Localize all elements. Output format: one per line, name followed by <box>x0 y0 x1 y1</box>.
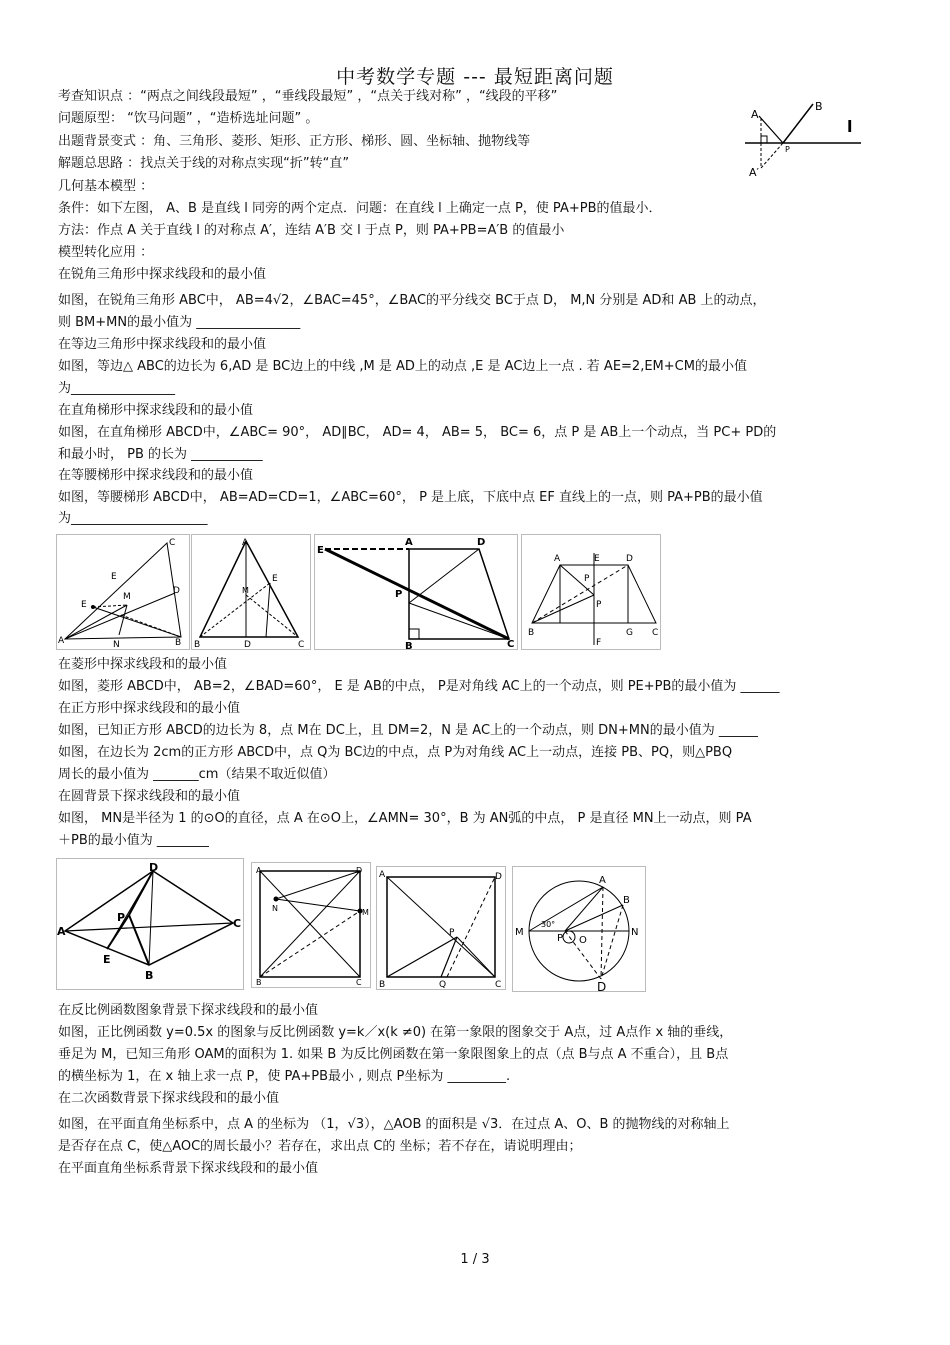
fig4-label: A <box>554 554 561 564</box>
fig4-label: F <box>596 638 602 648</box>
text-line: 解题总思路 ：找点关于线的对称点实现“折”转“直” <box>58 156 350 171</box>
text-line: 为_____________________ <box>58 511 208 526</box>
text-line: 如图，菱形 ABCD中， AB=2，∠BAD=60°， E 是 AB的中点， P是对角线 AC上的一个动点，则 PE+PB的最小值为 ______ <box>58 679 780 694</box>
text-line: 如图，在直角梯形 ABCD中，∠ABC= 90°， AD∥BC， AD= 4， AB= 5， BC= 6，点 P 是 AB上一个动点，当 PC+ PD的 <box>58 425 777 440</box>
text-line: 如图，等腰梯形 ABCD中， AB=AD=CD=1，∠ABC=60°， P 是上底，下底中点 EF 直线上的一点，则 PA+PB的最小值 <box>58 490 763 505</box>
text-line: 如图，等边△ ABC的边长为 6,AD 是 BC边上的中线 ,M 是 AD上的动点 ,E 是 AC边上一点 . 若 AE=2,EM+CM的最小值 <box>58 359 747 374</box>
model-label: A′ <box>749 166 760 178</box>
fig7-label: D <box>495 872 502 882</box>
fig5-label: P <box>117 911 126 924</box>
text-line: 在直角梯形中探求线段和的最小值 <box>58 403 254 418</box>
fig3-label: E <box>317 545 324 556</box>
fig7-label: A <box>379 870 386 880</box>
text-line: 如图，在边长为 2cm的正方形 ABCD中，点 Q为 BC边的中点，点 P为对角线 AC上一动点，连接 PB、PQ，则△PBQ <box>58 745 733 760</box>
acute-triangle-figure <box>56 534 190 650</box>
square-figure-1 <box>251 862 371 988</box>
fig2-label: E <box>272 574 278 584</box>
fig8-label: P <box>557 933 564 944</box>
text-line: 问题原型： “饮马问题” ，“造桥选址问题” 。 <box>58 111 319 126</box>
text-line: 如图，在锐角三角形 ABC中， AB=4√2，∠BAC=45°，∠BAC的平分线交 BC于点 D， M,N 分别是 AD和 AB 上的动点， <box>58 293 766 308</box>
text-line: 和最小时， PB 的长为 ___________ <box>58 447 263 462</box>
square-figure-2 <box>376 866 506 990</box>
fig8-label: N <box>631 927 639 938</box>
fig3-label: A <box>405 537 413 548</box>
equilateral-triangle-figure <box>191 534 311 650</box>
text-line: 在正方形中探求线段和的最小值 <box>58 701 241 716</box>
text-line: 如图，已知正方形 ABCD的边长为 8，点 M在 DC上，且 DM=2，N 是 AC上的一个动点，则 DN+MN的最小值为 ______ <box>58 723 758 738</box>
fig5-label: B <box>145 969 154 982</box>
fig4-label: C <box>652 628 659 638</box>
fig4-label: D <box>626 554 633 564</box>
fig8-label: B <box>623 895 630 906</box>
isosceles-trapezoid-figure <box>521 534 661 650</box>
text-line: 在等腰梯形中探求线段和的最小值 <box>58 468 254 483</box>
fig8-label: A <box>599 875 606 886</box>
fig3-label: B <box>405 641 413 649</box>
fig4-label: P <box>584 574 590 584</box>
model-label: A <box>751 108 759 121</box>
model-label: B <box>815 100 823 113</box>
text-line: 是否存在点 C，使△AOC的周长最小？若存在，求出点 C的 坐标；若不存在，请说明理由； <box>58 1139 582 1154</box>
circle-figure <box>512 866 646 992</box>
fig8-label: O <box>579 935 587 946</box>
fig1-label: N <box>113 640 120 649</box>
fig1-label: M <box>123 592 131 602</box>
fig3-label: D <box>477 537 486 548</box>
fig1-label: E <box>81 600 87 610</box>
text-line: 出题背景变式 ：角、三角形、菱形、矩形、正方形、梯形、圆、坐标轴、抛物线等 <box>58 134 531 149</box>
fig4-label: B <box>528 628 535 638</box>
text-line: 模型转化应用 ： <box>58 245 154 260</box>
model-label: l <box>847 117 853 136</box>
text-line: 如图，在平面直角坐标系中，点 A 的坐标为 （1，√3），△AOB 的面积是 √3．在过点 A、O、B 的抛物线的对称轴上 <box>58 1117 730 1132</box>
text-line: 考查知识点 ：“两点之间线段最短” ，“垂线段最短” ，“点关于线对称” ，“线段的平移” <box>58 89 558 104</box>
fig8-label: D <box>597 980 607 991</box>
text-line: 为________________ <box>58 381 176 396</box>
fig5-label: D <box>149 861 159 874</box>
text-line: 条件：如下左图， A、B 是直线 l 同旁的两个定点．问题：在直线 l 上确定一点 P，使 PA+PB的值最小． <box>58 201 662 216</box>
fig2-label: D <box>244 640 251 649</box>
fig7-label: B <box>379 980 386 989</box>
fig3-label: P <box>395 589 403 600</box>
fig2-label: M <box>242 586 249 595</box>
fig4-label: G <box>626 628 633 638</box>
text-line: 的横坐标为 1，在 x 轴上求一点 P，使 PA+PB最小 , 则点 P坐标为 _________. <box>58 1069 511 1084</box>
fig1-label: A <box>58 636 65 646</box>
model-figure <box>743 96 863 178</box>
fig1-label: D <box>173 586 180 596</box>
text-line: 周长的最小值为 _______cm（结果不取近似值） <box>58 767 336 782</box>
text-line: 方法：作点 A 关于直线 l 的对称点 A′，连结 A′B 交 l 于点 P，则 PA+PB=A′B 的值最小 <box>58 223 565 238</box>
text-line: 在等边三角形中探求线段和的最小值 <box>58 337 267 352</box>
fig7-label: P <box>449 928 455 938</box>
text-line: 在平面直角坐标系背景下探求线段和的最小值 <box>58 1161 319 1176</box>
page-number: 1 / 3 <box>460 1252 490 1267</box>
fig4-label: P <box>596 600 602 610</box>
text-line: 在菱形中探求线段和的最小值 <box>58 657 228 672</box>
text-line: 垂足为 M，已知三角形 OAM的面积为 1. 如果 B 为反比例函数在第一象限图象上的点（点 B与点 A 不重合），且 B点 <box>58 1047 729 1062</box>
fig1-label: C <box>169 538 176 548</box>
fig8-label: 30° <box>541 920 556 929</box>
fig5-label: E <box>103 953 111 966</box>
fig5-label: A <box>57 925 66 938</box>
page-title: 中考数学专题 --- 最短距离问题 <box>336 66 614 88</box>
text-line: 如图，正比例函数 y=0.5x 的图象与反比例函数 y=k／x(k ≠0) 在第一象限的图象交于 A点，过 A点作 x 轴的垂线， <box>58 1025 733 1040</box>
fig6-label: M <box>362 908 369 917</box>
fig2-label: C <box>298 640 305 649</box>
fig5-label: C <box>233 917 242 930</box>
fig2-label: A <box>242 538 249 548</box>
fig7-label: Q <box>439 980 447 989</box>
text-line: 在二次函数背景下探求线段和的最小值 <box>58 1091 280 1106</box>
fig1-label: B <box>175 638 182 648</box>
fig8-label: M <box>515 927 524 938</box>
text-line: 在锐角三角形中探求线段和的最小值 <box>58 267 267 282</box>
rhombus-figure <box>56 858 244 990</box>
fig2-label: B <box>194 640 201 649</box>
model-label: P <box>785 145 790 154</box>
fig6-label: D <box>356 866 363 875</box>
text-line: 在反比例函数图象背景下探求线段和的最小值 <box>58 1003 319 1018</box>
text-line: 如图， MN是半径为 1 的⊙O的直径，点 A 在⊙O上，∠AMN= 30°，B 为 AN弧的中点， P 是直径 MN上一动点，则 PA <box>58 811 752 826</box>
text-line: 几何基本模型 ： <box>58 179 154 194</box>
fig3-label: C <box>507 639 515 649</box>
fig6-label: N <box>272 904 278 913</box>
text-line: 则 BM+MN的最小值为 ________________ <box>58 315 301 330</box>
fig4-label: E <box>594 554 600 564</box>
right-trapezoid-figure <box>314 534 518 650</box>
fig6-label: A <box>256 866 262 875</box>
text-line: 在圆背景下探求线段和的最小值 <box>58 789 241 804</box>
fig6-label: B <box>256 978 262 987</box>
fig1-label: E <box>111 572 117 582</box>
text-line: ＋PB的最小值为 ________ <box>58 833 209 848</box>
fig6-label: C <box>356 978 362 987</box>
fig7-label: C <box>495 980 502 989</box>
